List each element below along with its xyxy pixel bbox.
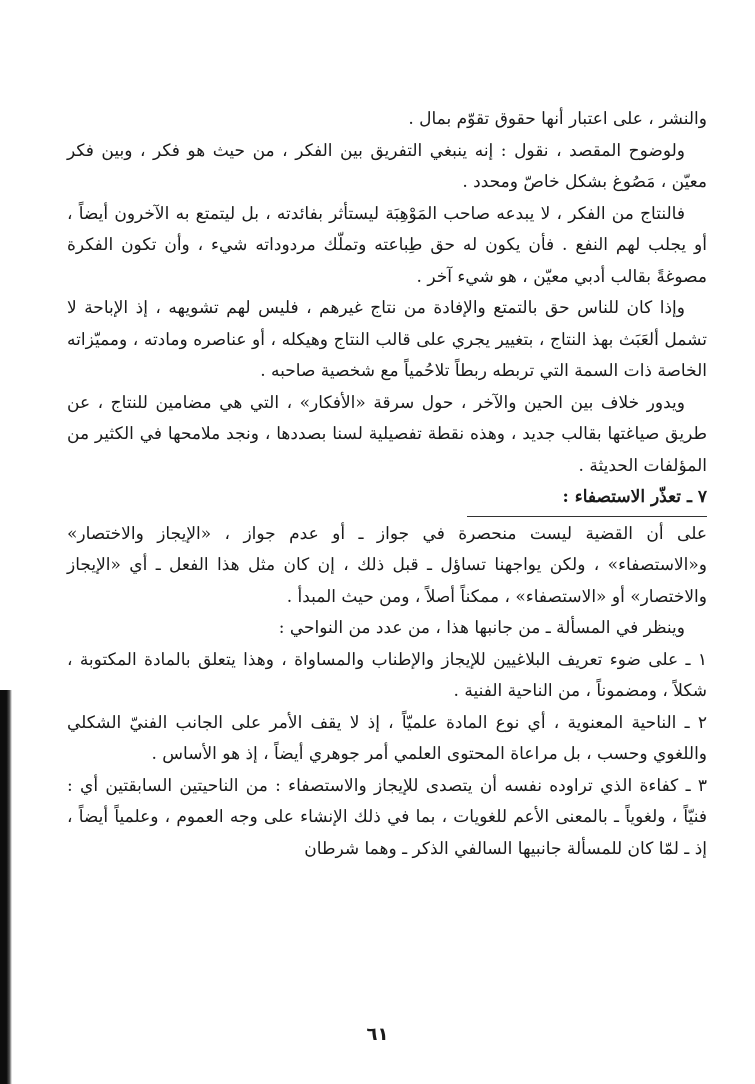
page-number: ٦١ bbox=[366, 1024, 389, 1045]
paragraph: ولوضوح المقصد ، نقول : إنه ينبغي التفريق بين الفكر ، من حيث هو فكر ، وبين فكر معيّن ، مَصُوغ بشكل خاصّ ومحدد . bbox=[67, 140, 707, 192]
paragraph: على أن القضية ليست منحصرة في جواز ـ أو عدم جواز ، «الإيجاز والاختصار» و«الاستصفاء» ، ولكن يواجهنا تساؤل ـ قبل ذلك ، إن كان مثل هذا الفعل ـ أي «الإيجاز والاختصار» أو «الاستصفاء» ، ممكناً أصلاً ، ومن حيث المبدأ . bbox=[67, 523, 707, 607]
section-heading: ٧ ـ تعذّر الاستصفاء : bbox=[562, 487, 707, 507]
list-item: ١ ـ على ضوء تعريف البلاغيين للإيجاز والإطناب والمساواة ، وهذا يتعلق بالمادة المكتوبة ، شكلاً ، ومضموناً ، من الناحية الفنية . bbox=[67, 649, 707, 701]
list-item: ٢ ـ الناحية المعنوية ، أي نوع المادة علميّاً ، إذ لا يقف الأمر على الجانب الفنيّ الشكلي واللغوي وحسب ، بل مراعاة المحتوى العلمي أمر جوهري أيضاً ، إذ هو الأساس . bbox=[67, 712, 707, 764]
paragraph: وينظر في المسألة ـ من جانبها هذا ، من عدد من النواحي : bbox=[278, 618, 685, 638]
paragraph: والنشر ، على اعتبار أنها حقوق تقوّم بمال . bbox=[408, 109, 707, 129]
paragraph: وإذا كان للناس حق بالتمتع والإفادة من نتاج غيرهم ، فليس لهم تشويهه ، إذ الإباحة لا تشمل ألعَبَث بهذ النتاج ، بتغيير يجري على قالب النتاج وهيكله ، أو عناصره ومادته ، ومميّزاته الخاصة ذات السمة التي تربطه ربطاً تلاحُمياً مع شخصية صاحبه . bbox=[67, 298, 707, 381]
list-item: ٣ ـ كفاءة الذي تراوده نفسه أن يتصدى للإيجاز والاستصفاء : من الناحيتين السابقتين أي : فنيّاً ، ولغوياً ـ بالمعنى الأعم للغويات ، بما في ذلك الإنشاء على وجه العموم ، وعلمياً أيضاً ، إذ ـ لمّا كان للمسألة جانبيها السالفي الذكر ـ وهما شرطان bbox=[67, 775, 707, 859]
paragraph: فالنتاج من الفكر ، لا يبدعه صاحب المَوْهِبَة ليستأثر بفائدته ، بل ليتمتع به الآخرون أيضاً ، أو يجلب لهم النفع . فأن يكون له حق طِباعته وتملّك مردوداته شيء ، وأن تكون الفكرة مصوغةً بقالب أدبي معيّن ، هو شيء آخر . bbox=[67, 203, 707, 287]
paragraph: ويدور خلاف بين الحين والآخر ، حول سرقة «الأفكار» ، التي هي مضامين للنتاج ، عن طريق صياغتها بقالب جديد ، وهذه نقطة تفصيلية لسنا بصددها ، ونجد ملامحها في الكثير من المؤلفات الحديثة . bbox=[67, 392, 707, 476]
page-body bbox=[67, 104, 707, 865]
heading-underline bbox=[467, 516, 707, 517]
